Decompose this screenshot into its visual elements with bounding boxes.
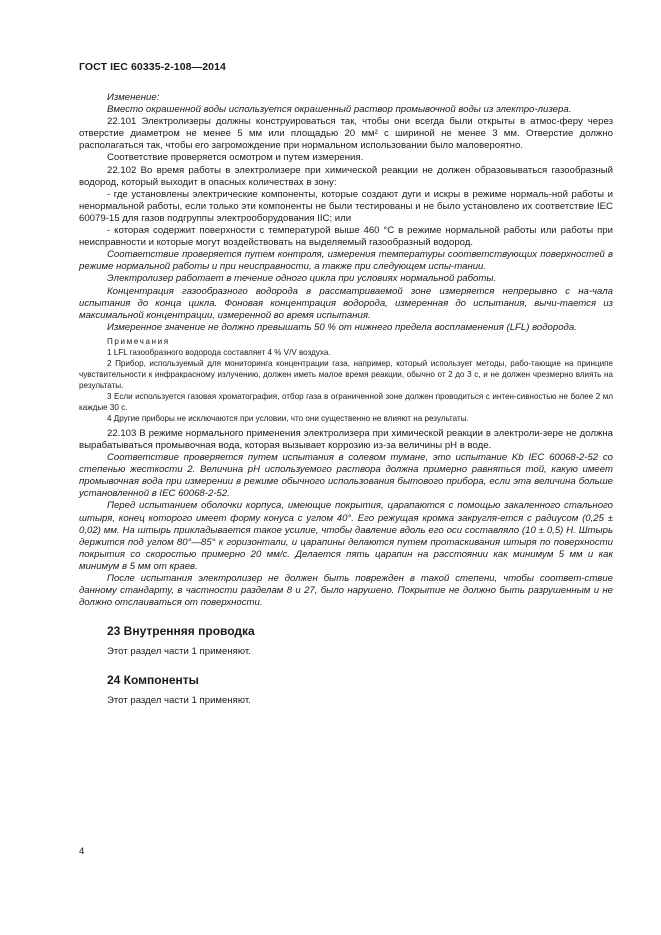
clause-22-101: 22.101 Электролизеры должны конструироваться так, чтобы они всегда были открыты в атмос-феру через отверстие диаметром не менее 5 мм или площадью 20 мм² с шириной не менее 3 мм. Отверстие должно располагаться так, чтобы его загромождение при нормальном использовании было маловероятно. [79,116,613,152]
post-test-requirement: После испытания электролизер не должен быть поврежден в такой степени, чтобы соответ-ствие данному стандарту, в частности разделам 8 и 27, было нарушено. Покрытие не должно быть разрушенным и не должно отслаиваться от поверхности. [79,573,613,609]
change-label: Изменение: [107,92,160,103]
section-23-text: Этот раздел части 1 применяют. [107,646,251,658]
section-23-heading: 23 Внутренняя проводка [107,624,255,639]
document-header: ГОСТ IEC 60335-2-108—2014 [79,61,226,73]
lfl-limit: Измеренное значение не должно превышать 50 % от нижнего предела воспламенения (LFL) водорода. [107,321,577,333]
test-cycle: Электролизер работает в течение одного цикла при условиях нормальной работы. [107,273,497,285]
list-item-arcs: - где установлены электрические компоненты, которые создают дуги и искры в режиме нормаль-ной работы и ненормальной работы, если только эти компоненты не были тестированы и не было установлено их соответствие IEC 60079-15 для газов подгруппы электрооборудования IIC; или [79,188,613,224]
section-24-text: Этот раздел части 1 применяют. [107,695,251,707]
hydrogen-measurement: Концентрация газообразного водорода в рассматриваемой зоне измеряется непрерывно с на-чала испытания до конца цикла. Фоновая концентрация водорода, измеренная до испытания, вычи-тается из максимальной концентрации, измеренной во время испытания. [79,285,613,321]
clause-22-103: 22.103 В режиме нормального применения электролизера при химической реакции в электроли-зере не должна вырабатываться промывочная вода, которая вызывает коррозию из-за величины pH в воде. [79,427,613,451]
page-number: 4 [79,846,85,857]
compliance-control: Соответствие проверяется путем контроля, измерения температуры соответствующих поверхностей в режиме нормальной работы и при неисправности, а также при следующем испы-тании. [79,249,613,273]
salt-mist-test: Соответствие проверяется путем испытания в солевом тумане, это испытание Kb IEC 60068-2-52 со степенью жесткости 2. Величина pH используемого раствора должна примерно равняться той, какую имеет промывочная вода при измерении в режиме обычного использования бытового прибора, если эта величина больше установленной в IEC 60068-2-52. [79,452,613,500]
scratch-test: Перед испытанием оболочки корпуса, имеющие покрытия, царапаются с помощью закаленного стального штыря, конец которого имеет форму конуса с углом 40°. Его режущая кромка закругля-ется с радиусом (0,25 ± 0,02) мм. На штырь прикладывается такое усилие, чтобы давление вдоль его оси составляло (10 ± 0,5) Н. Штырь держится под углом 80°—85° к горизонтали, и царапины делаются путем протаскивания штыря по поверхности покрытия со скоростью примерно 20 мм/с. Делается пять царапин на расстоянии как минимум 5 мм и как минимум в 5 мм от краев. [79,500,613,572]
note-item: 3 Если используется газовая хроматография, отбор газа в ограниченной зоне должен проводиться с интен-сивностью не более 2 мл каждые 30 с. [79,391,613,412]
note-item: 4 Другие приборы не исключаются при условии, что они существенно не влияют на результаты. [107,413,469,423]
note-item: 1 LFL газообразного водорода составляет 4 % V/V воздуха. [107,347,331,357]
clause-22-102: 22.102 Во время работы в электролизере при химической реакции не должен образовываться газообразный водород, который выходит в опасных количествах в зону: [79,164,613,188]
list-item-surfaces: - которая содержит поверхности с температурой выше 460 °С в режиме нормальной работы или работы при неисправности и которые могут воздействовать на выделяемый газообразный водород. [79,225,613,249]
notes-block [79,336,613,424]
compliance-inspection: Соответствие проверяется осмотром и путем измерения. [107,152,364,164]
change-text: Вместо окрашенной воды используется окрашенный раствор промывочной воды из электро-лизера. [107,104,572,116]
document-body [79,92,613,707]
notes-title: Примечания [107,336,170,346]
note-item: 2 Прибор, используемый для мониторинга концентрации газа, например, который использует методы, рабо-тающие на принципе чувствительности к инфракрасному излучению, должен иметь малое время реакции, обычно от 2 до 3 с, и не должен чрезмерно влиять на результаты. [79,358,613,390]
section-24-heading: 24 Компоненты [107,673,199,688]
